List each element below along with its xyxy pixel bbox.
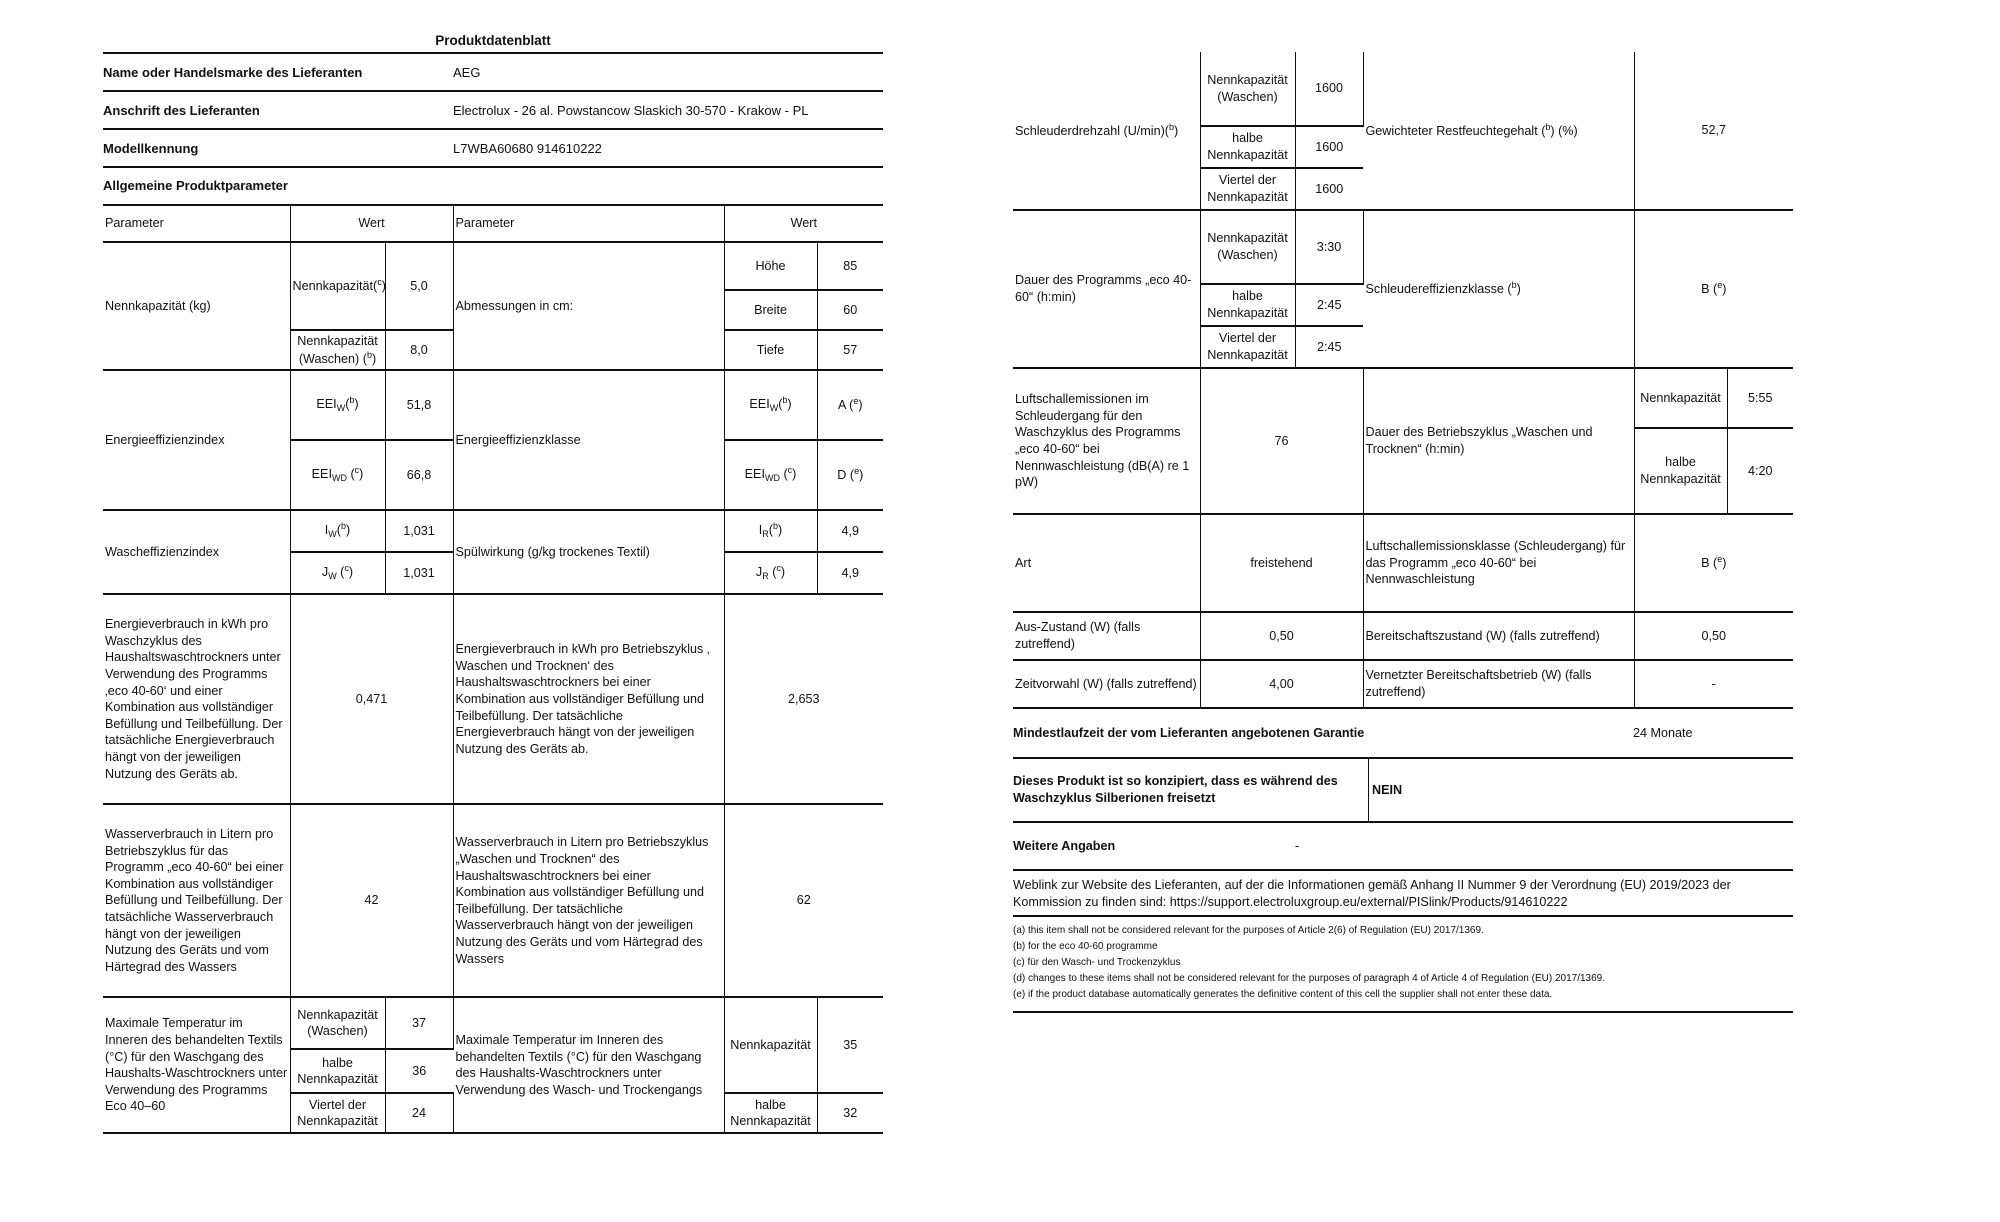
height-label: Höhe	[724, 242, 817, 290]
temp-wash-label: Maximale Temperatur im Inneren des behandelten Textils (°C) für den Waschgang des Haushalts-Waschtrockners unter Verwendung des Programms Eco 40–60	[103, 997, 290, 1133]
spin-class-label: Schleudereffizienzklasse ($^b$)	[1363, 210, 1634, 368]
spin-c-label: Viertel der Nennkapazität	[1200, 168, 1295, 210]
duration-b-value: 2:45	[1295, 284, 1363, 326]
supplier-name-label: Name oder Handelsmarke des Lieferanten	[103, 64, 363, 80]
washdry-duration-b-label: halbe Nennkapazität	[1634, 428, 1727, 514]
networked-standby-label: Vernetzter Bereitschaftsbetrieb (W) (falls zutreffend)	[1363, 660, 1634, 708]
table-row	[103, 242, 883, 290]
table-row	[1013, 612, 1793, 660]
table-row	[103, 997, 883, 1049]
footnote: (d) changes to these items shall not be considered relevant for the purposes of paragraph 4 of Article 4 of Regulation (EU) 2017/1369.	[1013, 973, 1606, 984]
col-wert-2: Wert	[724, 206, 883, 242]
supplier-name-value: AEG	[453, 64, 481, 80]
eei-label: Energieeffizienzindex	[103, 370, 290, 510]
col-wert: Wert	[290, 206, 453, 242]
right-params-table	[1013, 52, 1793, 709]
depth-value: 57	[817, 330, 883, 370]
duration-a-label: Nennkapazität (Waschen)	[1200, 210, 1295, 284]
standby-value: 0,50	[1634, 612, 1793, 660]
warranty-value: 24 Monate	[1633, 726, 1693, 740]
width-label: Breite	[724, 290, 817, 330]
temp-wash-a-value: 37	[385, 997, 453, 1049]
water-washdry-label: Wasserverbrauch in Litern pro Betriebszyklus „Waschen und Trocknen“ des Haushaltswaschtrockners bei einer Kombination aus vollständiger Befüllung und Teilbefüllung. Der tatsächliche Wasserverbrauch hängt von der jeweiligen Nutzung des Geräts und vom Härtegrad des Wassers	[453, 804, 724, 997]
page-title: Produktdatenblatt	[435, 33, 551, 48]
washdry-duration-label: Dauer des Betriebszyklus „Waschen und Trocknen“ (h:min)	[1363, 368, 1634, 514]
temp-wash-a-label: Nennkapazität (Waschen)	[290, 997, 385, 1049]
temp-wash-b-value: 36	[385, 1049, 453, 1093]
residual-moisture-value: 52,7	[1634, 52, 1793, 210]
model-row	[103, 130, 883, 168]
duration-c-label: Viertel der Nennkapazität	[1200, 326, 1295, 368]
table-row	[1013, 368, 1793, 428]
spin-b-label: halbe Nennkapazität	[1200, 126, 1295, 168]
eek-wd-label: $EEI_{WD}$ ($^c$)	[724, 440, 817, 510]
col-parameter: Parameter	[103, 206, 290, 242]
footnotes	[1013, 917, 1793, 1013]
residual-moisture-label: Gewichteter Restfeuchtegehalt ($^b$) (%)	[1363, 52, 1634, 210]
temp-wash-b-label: halbe Nennkapazität	[290, 1049, 385, 1093]
jr-value: 4,9	[817, 552, 883, 594]
eek-label: Energieeffizienzklasse	[453, 370, 724, 510]
eeiw-value: 51,8	[385, 370, 453, 440]
table-row	[103, 370, 883, 440]
washdry-duration-a-label: Nennkapazität	[1634, 368, 1727, 428]
temp-wash-c-label: Viertel der Nennkapazität	[290, 1093, 385, 1133]
dimensions-label: Abmessungen in cm:	[453, 242, 724, 370]
duration-label: Dauer des Programms „eco 40-60“ (h:min)	[1013, 210, 1200, 368]
left-column	[103, 30, 883, 1134]
off-mode-label: Aus-Zustand (W) (falls zutreffend)	[1013, 612, 1200, 660]
capacity-a-label: Nennkapazität($^c$)	[290, 242, 385, 330]
supplier-address-label: Anschrift des Lieferanten	[103, 102, 260, 118]
capacity-b-value: 8,0	[385, 330, 453, 370]
ir-value: 4,9	[817, 510, 883, 552]
wei-label: Wascheffizienzindex	[103, 510, 290, 594]
spin-a-label: Nennkapazität (Waschen)	[1200, 52, 1295, 126]
eeiwd-value: 66,8	[385, 440, 453, 510]
general-params-table	[103, 206, 883, 1134]
table-header-row	[103, 206, 883, 242]
type-label: Art	[1013, 514, 1200, 612]
eeiwd-label: $EEI_{WD}$ ($^c$)	[290, 440, 385, 510]
table-row	[103, 510, 883, 552]
silver-ions-row	[1013, 759, 1793, 823]
table-row	[103, 594, 883, 804]
noise-value: 76	[1200, 368, 1363, 514]
noise-label: Luftschallemissionen im Schleudergang für den Waschzyklus des Programms „eco 40-60“ bei Nennwaschleistung (dB(A) re 1 pW)	[1013, 368, 1200, 514]
standby-label: Bereitschaftszustand (W) (falls zutreffend)	[1363, 612, 1634, 660]
noise-class-value: B ($^e$)	[1634, 514, 1793, 612]
table-row	[103, 804, 883, 997]
jw-label: $J_W$ ($^c$)	[290, 552, 385, 594]
supplier-weblink[interactable]: Weblink zur Website des Lieferanten, auf der die Informationen gemäß Anhang II Nummer 9 der Verordnung (EU) 2019/2023 der Kommission zu finden sind: https://support.electroluxgroup.eu/external/PISlink/Products/914610222	[1013, 871, 1793, 917]
table-row	[1013, 210, 1793, 284]
temp-washdry-a-value: 35	[817, 997, 883, 1093]
spin-speed-label: Schleuderdrehzahl (U/min)($^b$)	[1013, 52, 1200, 210]
water-wash-label: Wasserverbrauch in Litern pro Betriebszyklus für das Programm „eco 40-60“ bei einer Kombination aus vollständiger Befüllung und Teilbefüllung. Der tatsächliche Wasserverbrauch hängt von der jeweiligen Nutzung des Geräts und vom Härtegrad des Wassers	[103, 804, 290, 997]
silver-ions-label: Dieses Produkt ist so konzipiert, dass es während des Waschzyklus Silberionen freisetzt	[1013, 774, 1338, 805]
jr-label: $J_R$ ($^c$)	[724, 552, 817, 594]
further-info-row	[1013, 823, 1793, 871]
further-info-value: -	[1295, 839, 1300, 853]
footnote: (a) this item shall not be considered relevant for the purposes of Article 2(6) of Regulation (EU) 2017/1369.	[1013, 925, 1484, 936]
water-wash-value: 42	[290, 804, 453, 997]
model-value: L7WBA60680 914610222	[453, 140, 602, 156]
temp-wash-c-value: 24	[385, 1093, 453, 1133]
general-section-title: Allgemeine Produktparameter	[103, 168, 883, 206]
networked-standby-value: -	[1634, 660, 1793, 708]
table-row	[1013, 660, 1793, 708]
duration-b-label: halbe Nennkapazität	[1200, 284, 1295, 326]
warranty-label: Mindestlaufzeit der vom Lieferanten angebotenen Garantie	[1013, 726, 1365, 740]
delay-start-label: Zeitvorwahl (W) (falls zutreffend)	[1013, 660, 1200, 708]
height-value: 85	[817, 242, 883, 290]
ir-label: $I_R(^b)$	[724, 510, 817, 552]
iw-value: 1,031	[385, 510, 453, 552]
energy-wash-value: 0,471	[290, 594, 453, 804]
energy-washdry-value: 2,653	[724, 594, 883, 804]
duration-c-value: 2:45	[1295, 326, 1363, 368]
right-column	[1013, 52, 1793, 1013]
water-washdry-value: 62	[724, 804, 883, 997]
temp-washdry-a-label: Nennkapazität	[724, 997, 817, 1093]
supplier-address-value: Electrolux - 26 al. Powstancow Slaskich 30-570 - Krakow - PL	[453, 102, 809, 118]
spin-a-value: 1600	[1295, 52, 1363, 126]
noise-class-label: Luftschallemissionsklasse (Schleudergang) für das Programm „eco 40-60“ bei Nennwaschleistung	[1363, 514, 1634, 612]
eek-wd-value: D ($^e$)	[817, 440, 883, 510]
footnote: (c) für den Wasch- und Trockenzyklus	[1013, 957, 1181, 968]
col-parameter-2: Parameter	[453, 206, 724, 242]
footnote: (e) if the product database automatically generates the definitive content of this cell the supplier shall not enter these data.	[1013, 989, 1553, 1000]
eeiw-label: $EEI_W(^b)$	[290, 370, 385, 440]
temp-washdry-b-value: 32	[817, 1093, 883, 1133]
supplier-address-row	[103, 92, 883, 130]
table-row	[1013, 514, 1793, 612]
iw-label: $I_W(^b)$	[290, 510, 385, 552]
further-info-label: Weitere Angaben	[1013, 839, 1116, 853]
washdry-duration-a-value: 5:55	[1727, 368, 1793, 428]
width-value: 60	[817, 290, 883, 330]
depth-label: Tiefe	[724, 330, 817, 370]
eek-w-label: $EEI_W(^b)$	[724, 370, 817, 440]
eek-w-value: A ($^e$)	[817, 370, 883, 440]
supplier-name-row	[103, 54, 883, 92]
jw-value: 1,031	[385, 552, 453, 594]
table-row	[1013, 52, 1793, 126]
rinse-label: Spülwirkung (g/kg trockenes Textil)	[453, 510, 724, 594]
spin-b-value: 1600	[1295, 126, 1363, 168]
energy-wash-label: Energieverbrauch in kWh pro Waschzyklus des Haushaltswaschtrockners unter Verwendung des Programms ‚eco 40-60‘ und einer Kombination aus vollständiger Befüllung und Teilbefüllung. Der tatsächliche Energieverbrauch hängt von der jeweiligen Nutzung des Geräts ab.	[103, 594, 290, 804]
model-label: Modellkennung	[103, 140, 199, 156]
capacity-a-value: 5,0	[385, 242, 453, 330]
spin-class-value: B ($^e$)	[1634, 210, 1793, 368]
washdry-duration-b-value: 4:20	[1727, 428, 1793, 514]
capacity-b-label: Nennkapazität (Waschen) ($^b$)	[290, 330, 385, 370]
delay-start-value: 4,00	[1200, 660, 1363, 708]
duration-a-value: 3:30	[1295, 210, 1363, 284]
warranty-row	[1013, 709, 1793, 759]
silver-ions-value: NEIN	[1368, 759, 1793, 821]
type-value: freistehend	[1200, 514, 1363, 612]
temp-washdry-label: Maximale Temperatur im Inneren des behandelten Textils (°C) für den Waschgang des Haushalts-Waschtrockners unter Verwendung des Wasch- und Trockengangs	[453, 997, 724, 1133]
spin-c-value: 1600	[1295, 168, 1363, 210]
footnote: (b) for the eco 40-60 programme	[1013, 941, 1158, 952]
temp-washdry-b-label: halbe Nennkapazität	[724, 1093, 817, 1133]
capacity-label: Nennkapazität (kg)	[103, 242, 290, 370]
off-mode-value: 0,50	[1200, 612, 1363, 660]
energy-washdry-label: Energieverbrauch in kWh pro Betriebszyklus ‚ Waschen und Trocknen‘ des Haushaltswaschtrockners bei einer Kombination aus vollständiger Befüllung und Teilbefüllung. Der tatsächliche Energieverbrauch hängt von der jeweiligen Nutzung des Geräts ab.	[453, 594, 724, 804]
